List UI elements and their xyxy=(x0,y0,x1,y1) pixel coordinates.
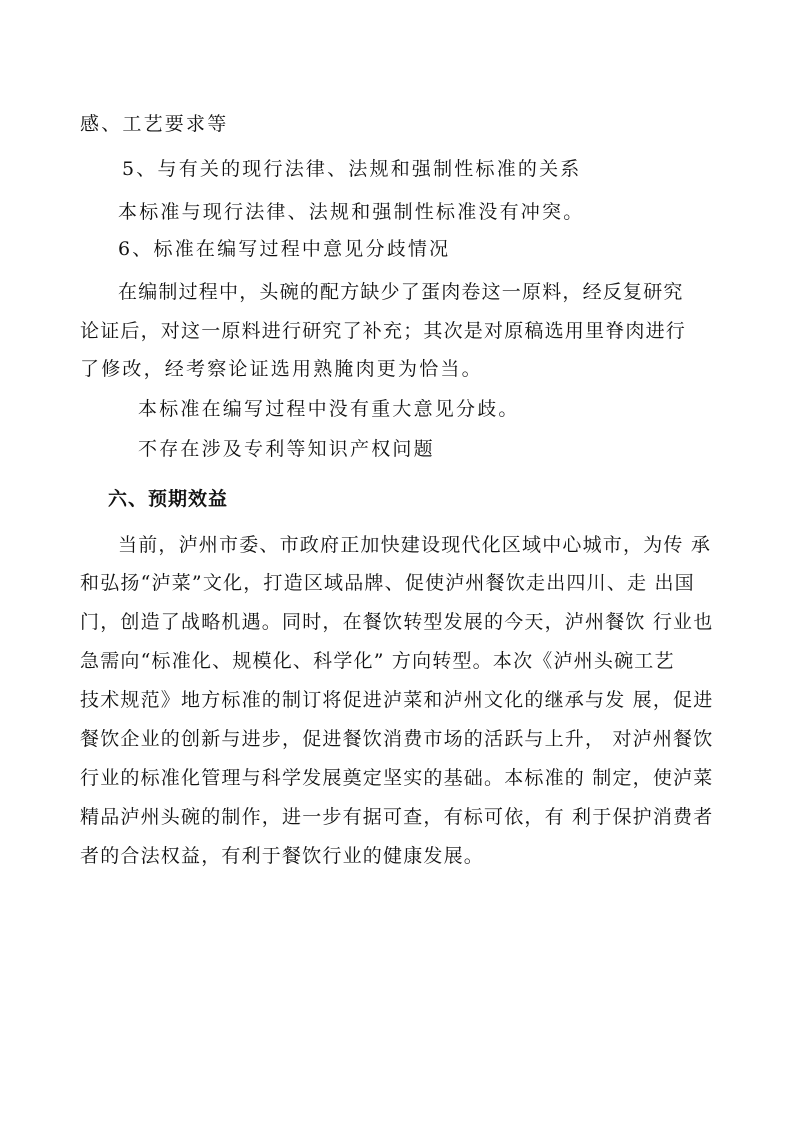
text-line-14: 急需向“标准化、规模化、科学化” 方向转型。本次《泸州头碗工艺 xyxy=(80,650,675,672)
text-line-17: 行业的标准化管理与科学发展奠定坚实的基础。本标准的 制定，使泸菜 xyxy=(80,767,714,789)
text-line-19: 者的合法权益，有利于餐饮行业的健康发展。 xyxy=(80,845,485,867)
text-line-5: 在编制过程中，头碗的配方缺少了蛋肉卷这一原料，经反复研究 xyxy=(118,281,684,303)
section-6-title: 6、标准在编写过程中意见分歧情况 xyxy=(118,238,451,260)
text-line-13: 门，创造了战略机遇。同时，在餐饮转型发展的今天，泸州餐饮 行业也 xyxy=(80,611,714,633)
text-line-15: 技术规范》地方标准的制订将促进泸菜和泸州文化的继承与发 展，促进 xyxy=(80,689,714,711)
section-heading-expected-benefits: 六、预期效益 xyxy=(108,488,229,510)
text-line-8: 本标准在编写过程中没有重大意见分歧。 xyxy=(138,398,520,420)
text-line-9: 不存在涉及专利等知识产权问题 xyxy=(138,438,435,460)
text-line-1: 感、工艺要求等 xyxy=(80,113,229,135)
section-5-title: 5、与有关的现行法律、法规和强制性标准的关系 xyxy=(122,158,582,180)
text-line-6: 论证后，对这一原料进行研究了补充；其次是对原稿选用里脊肉进行 xyxy=(80,320,687,342)
text-line-3: 本标准与现行法律、法规和强制性标准没有冲突。 xyxy=(118,201,585,223)
text-line-11: 当前，泸州市委、市政府正加快建设现代化区域中心城市，为传 承 xyxy=(118,534,712,556)
text-line-7: 了修改，经考察论证选用熟腌肉更为恰当。 xyxy=(80,358,483,380)
text-line-16: 餐饮企业的创新与进步，促进餐饮消费市场的活跃与上升， 对泸州餐饮 xyxy=(80,728,714,750)
text-line-12: 和弘扬“泸菜”文化，打造区域品牌、促使泸州餐饮走出四川、走 出国 xyxy=(80,572,695,594)
text-line-18: 精品泸州头碗的制作，进一步有据可查，有标可依，有 利于保护消费者 xyxy=(80,806,714,828)
